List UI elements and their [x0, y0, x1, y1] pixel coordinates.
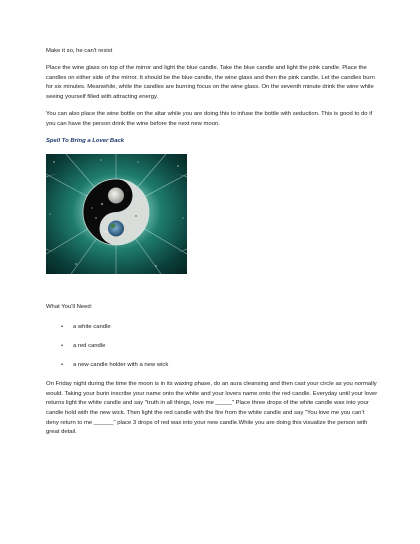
yin-yang-moon-image [46, 154, 187, 274]
needs-list [46, 323, 378, 371]
paragraph-3: On Friday night during the time the moon is in its waxing phase, do an aura cleansing and then cast your circle as you normally would. Taking your burin inscribe your name onto the white and your lovers name onto the red candle. Everyday until your lover returns light the white candle and say "truth in all things, love me _____" Place three drops of the white candle wax into your candle hold with the new wick. Then light the red candle with the fire from the white candle and say "You love me you can't deny return to me ______" place 3 drops of red wax into your new candle.While you are doing this visualize the person with great detail. [46, 381, 378, 436]
list-item: • a new candle holder with a new wick [46, 361, 378, 371]
paragraph-1: Place the wine glass on top of the mirror and light the blue candle. Take the blue candle and light the pink candle. Place the candles on either side of the mirror. It should be the blue candle, the wine glass and then the pink candle. Let the candles burn for six minutes. Meanwhile, while the candles are burning focus on the wine glass. On the seventh minute drink the wine while seeing yourself filled with attracting energy. [46, 65, 375, 100]
needs-title: What You'll Need: [46, 303, 93, 310]
list-item: • a white candle [46, 323, 378, 333]
intro-line: Make it so, he can't resist [46, 48, 113, 54]
paragraph-2: You can also place the wine bottle on the altar while you are doing this to infuse the bottle with seduction. This is good to do if you can have the person drink the wine before the next new moon. [46, 110, 373, 127]
bullet-icon: • [61, 324, 64, 331]
list-item: • a red candle [46, 342, 378, 352]
spell-heading: Spell To Bring a Lover Back [46, 137, 125, 144]
bullet-icon: • [61, 362, 64, 369]
bullet-icon: • [61, 343, 64, 350]
document-body [46, 47, 378, 445]
